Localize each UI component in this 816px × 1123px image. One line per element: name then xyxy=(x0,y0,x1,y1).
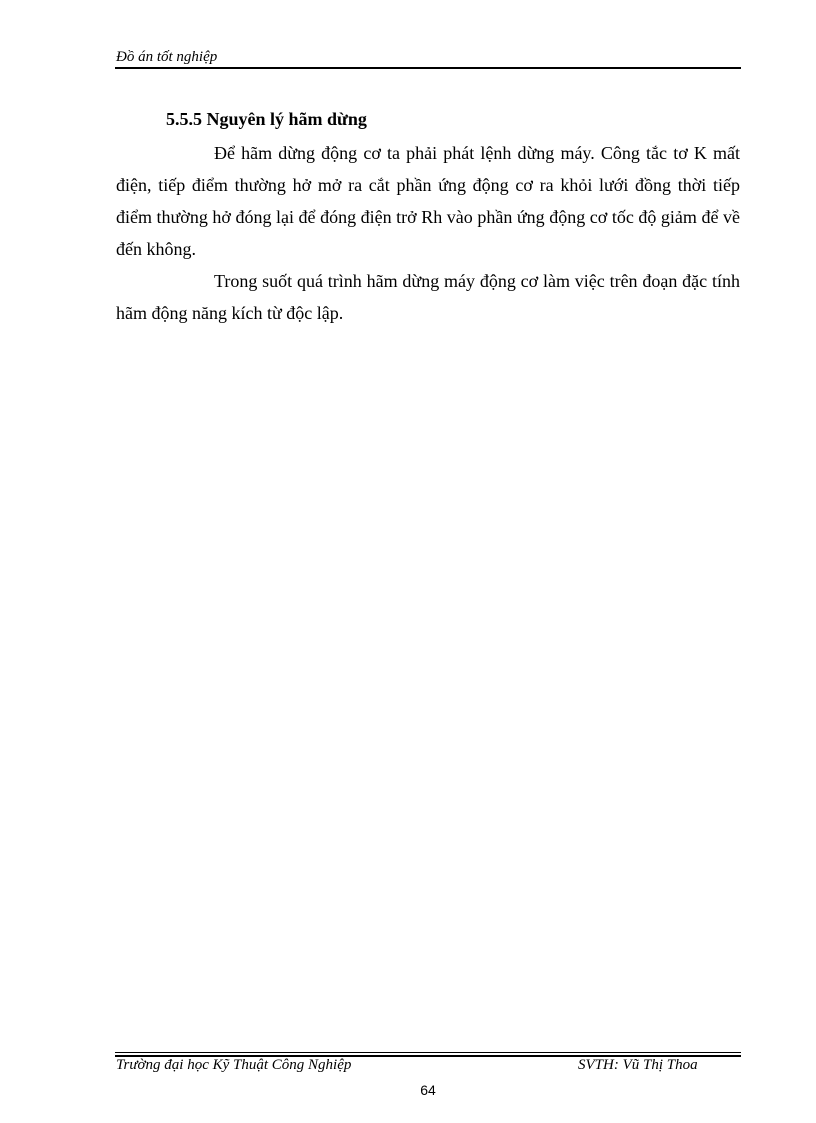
page-number: 64 xyxy=(420,1082,436,1098)
footer-school-name: Trường đại học Kỹ Thuật Công Nghiệp xyxy=(116,1057,352,1073)
document-header-title: Đồ án tốt nghiệp xyxy=(116,49,218,65)
body-paragraph-2: Trong suốt quá trình hãm dừng máy động cơ làm việc trên đoạn đặc tính hãm động năng kích từ độc lập. xyxy=(116,271,740,323)
footer-student-name: SVTH: Vũ Thị Thoa xyxy=(578,1057,698,1073)
section-heading: 5.5.5 Nguyên lý hãm dừng xyxy=(166,109,367,129)
body-paragraph-1: Để hãm dừng động cơ ta phải phát lệnh dừng máy. Công tắc tơ K mất điện, tiếp điểm thường hở mở ra cắt phần ứng động cơ ra khỏi lưới đồng thời tiếp điểm thường hở đóng lại để đóng điện trở Rh vào phần ứng động cơ tốc độ giảm để về đến không. xyxy=(116,143,740,259)
footer-divider-thin xyxy=(115,1052,741,1053)
header-divider xyxy=(115,67,741,69)
